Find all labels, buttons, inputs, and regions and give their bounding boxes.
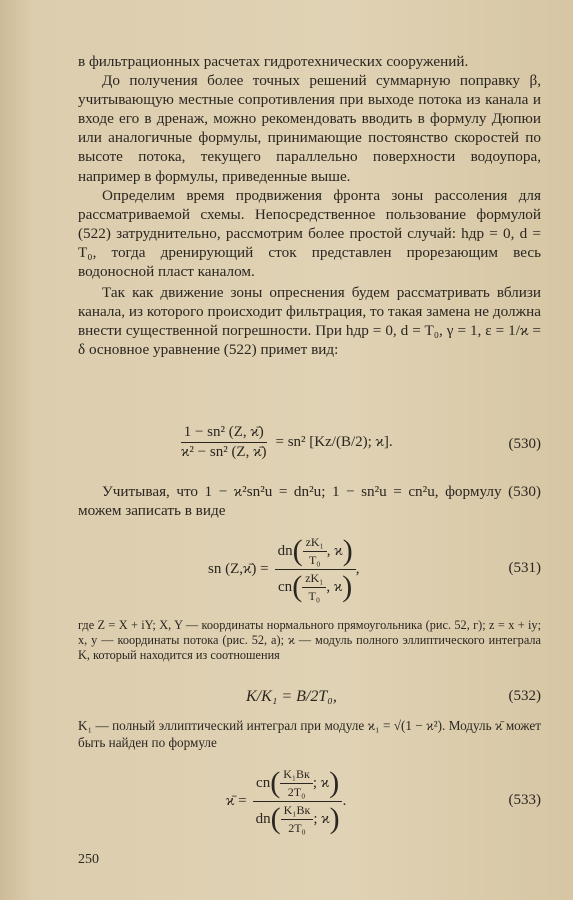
eq533-den-2t0: 2T₀ [288, 820, 306, 835]
paragraph-continuation: в фильтрационных расчетах гидротехнических сооружений. [78, 53, 469, 70]
paragraph-correction: До получения более точных решений суммарную поправку β, учитывающую местные сопротивления при выходе потока из канала и входе его в дренаж, можно рекомендовать вводить в формулу Дюпюи или аналогичные формулы, принимающие постоянство скоростей по высоте потока, текущего параллельно поверхности водоупора, например в формулы, приведенные выше. [78, 72, 541, 185]
eq532-text: K/K₁ = B/2T₀, [246, 688, 337, 705]
eq531-num-zk1: zK₁ [303, 535, 327, 552]
eq533-den-arg: ; ϰ [313, 810, 330, 827]
text-block-where [78, 618, 541, 663]
eq530-fraction [178, 424, 270, 461]
eq530-label: (530) [508, 436, 541, 452]
eq533-num-arg: ; ϰ [312, 774, 330, 791]
eq531-num-fn: dn [277, 542, 293, 559]
eq531-fraction: dn ( $\frac{\text{zK₁}}{\text{T₀}}$ , ϰ ) cn ( $\frac{\text{zK₁}}{\text{T₀}}$ , ϰ ) [275, 535, 356, 604]
eq530-rhs: = sn² [Kz/(B/2); ϰ]. [275, 434, 393, 450]
eq531-den-t0: T₀ [308, 588, 321, 603]
eq532-label: (532) [508, 688, 541, 704]
equation-531 [78, 526, 541, 612]
eq533-num-fn: cn [256, 774, 271, 791]
eq533-fraction: cn ( $\frac{\text{K₁Bк}}{\text{2T₀}}$ ; ϰ ) dn ( $\frac{\text{K₁Bк}}{\text{2T₀}}$ ; ϰ ) [253, 767, 343, 836]
paragraph-considering: Учитывая, что 1 − ϰ²sn²u = dn²u; 1 − sn²u = cn²u, формулу (530) можем записать в виде [78, 483, 541, 520]
eq531-lhs: sn (Z,ϰ̄) = [208, 560, 269, 577]
paragraph-where: где Z = X + iY; X, Y — координаты нормального прямоугольника (рис. 52, г); z = x + iy; x, y — координаты потока (рис. 52, а); ϰ — модуль полного эллиптического интеграла K, который находится из соотношения [78, 618, 541, 663]
eq531-tail: , [355, 560, 360, 577]
equation-530 [78, 424, 541, 468]
page-number: 250 [78, 852, 99, 867]
paragraph-front-time: Определим время продвижения фронта зоны рассоления для рассматриваемой схемы. Непосредственное пользование формулой (522) затруднительно, рассмотрим более простой случай: hдр = 0, d = T₀, тогда дренирующий сток представлен прорезающим весь водоносной пласт каналом. [78, 186, 541, 281]
eq531-den-arg: , ϰ [326, 578, 343, 595]
eq533-lhs: ϰ̄ = [226, 792, 247, 809]
text-block-top [78, 52, 541, 360]
eq531-num-t0: T₀ [308, 552, 321, 567]
eq533-den-k1b: K₁Bк [281, 803, 314, 820]
eq531-num-arg: , ϰ [326, 542, 343, 559]
paragraph-modulus: K₁ — полный эллиптический интеграл при модуле ϰ₁ = √(1 − ϰ²). Модуль ϰ̄ может быть найден по формуле [78, 718, 541, 750]
eq533-den-fn: dn [255, 810, 271, 827]
eq531-den-zk1: zK₁ [302, 571, 326, 588]
equation-532 [78, 688, 541, 710]
paragraph-desalination: Так как движение зоны опреснения будем рассматривать вблизи канала, из которого происходит фильтрация, то такая замена не должна внести существенной погрешности. При hдр = 0, d = T₀, γ = 1, ε = 1/ϰ = δ основное уравнение (522) примет вид: [78, 284, 541, 359]
equation-533 [78, 758, 541, 844]
eq530-numerator: 1 − sn² (Z, ϰ̄) [181, 424, 267, 443]
eq533-num-2t0: 2T₀ [287, 784, 306, 799]
eq533-tail: . [342, 792, 347, 809]
eq530-denominator: ϰ² − sn² (Z, ϰ̄) [181, 444, 267, 460]
eq533-label: (533) [508, 792, 541, 808]
eq533-num-k1b: K₁Bк [280, 767, 313, 784]
eq531-label: (531) [508, 560, 541, 576]
text-block-mid [78, 482, 541, 520]
eq531-den-fn: cn [278, 578, 293, 595]
text-block-modulus [78, 717, 541, 751]
